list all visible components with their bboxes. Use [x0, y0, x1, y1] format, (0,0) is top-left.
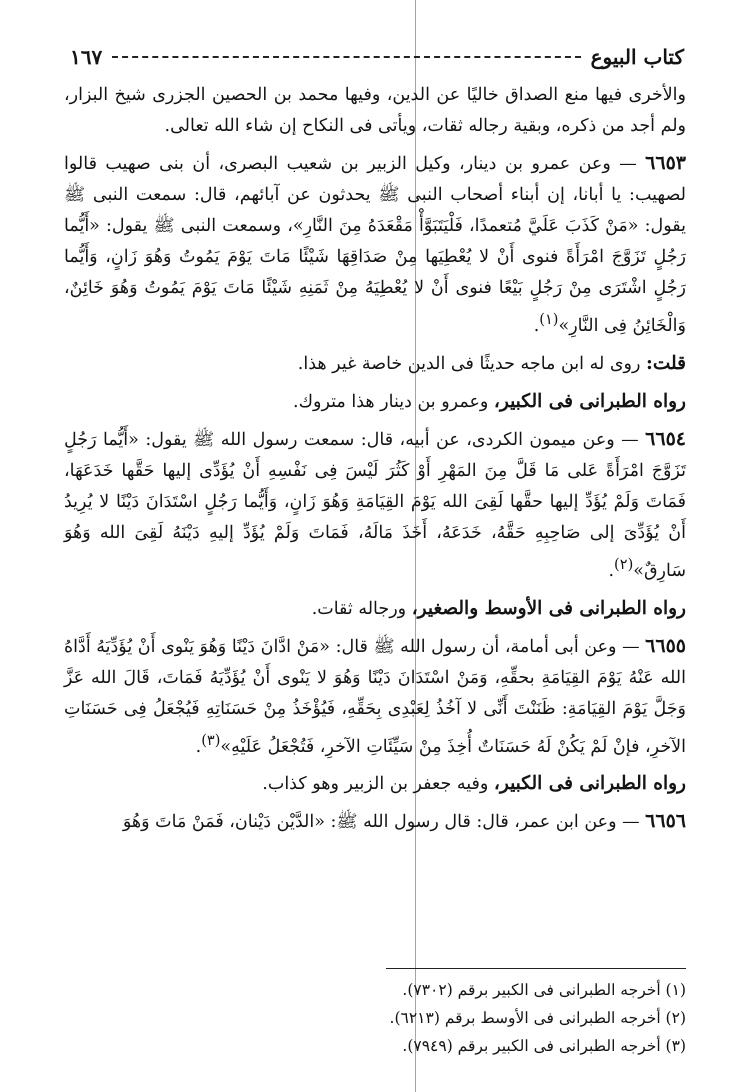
source-6653	[64, 386, 686, 418]
hadith-text: — وعن أبى أمامة، أن رسول الله ﷺ قال: «مَنْ ادَّانَ دَيْنًا وَهُوَ يَنْوى أَنْ يُؤَدِّيَهُ أَدَّاهُ الله عَنْهُ يَوْمَ القِيَامَةِ بحقِّهِ، وَمَنْ اسْتَدَانَ دَيْنًا وَهُوَ لا يَنْوى أَنْ يُؤَدِّيَهُ فَمَاتَ، قَالَ الله عَزَّ وَجَلَّ يَوْمَ القِيَامَةِ: ظَنَنْتَ أَنِّى لا آخُذُ لِعَبْدِى بِحَقِّهِ، فَيُؤْخَذُ مِنْ حَسَنَاتِهِ فَيُجْعَلُ فِى حَسَنَاتِ الآخرِ، فإنْ لَمْ يَكُنْ لَهُ حَسَنَاتٌ أُخِذَ مِنْ سَيِّئَاتِ الآخرِ، فَتُجْعَلُ عَلَيْهِ»	[64, 636, 686, 757]
hadith-6656	[64, 806, 686, 838]
page-number: ١٦٧	[70, 45, 103, 69]
footnote-ref: (١)	[539, 311, 559, 328]
qult-note	[64, 348, 686, 380]
hadith-6655: ٦٦٥٥ — وعن أبى أمامة، أن رسول الله ﷺ قال: «مَنْ ادَّانَ دَيْنًا وَهُوَ يَنْوى أَنْ يُؤَدِّيَهُ أَدَّاهُ الله عَنْهُ يَوْمَ القِيَامَةِ بحقِّهِ، وَمَنْ اسْتَدَانَ دَيْنًا وَهُوَ لا يَنْوى أَنْ يُؤَدِّيَهُ فَمَاتَ، قَالَ الله عَزَّ وَجَلَّ يَوْمَ القِيَامَةِ: ظَنَنْتَ أَنِّى لا آخُذُ لِعَبْدِى بِحَقِّهِ، فَيُؤْخَذُ مِنْ حَسَنَاتِهِ فَيُجْعَلُ فِى حَسَنَاتِ الآخرِ، فإنْ لَمْ يَكُنْ لَهُ حَسَنَاتٌ أُخِذَ مِنْ سَيِّئَاتِ الآخرِ، فَتُجْعَلُ عَلَيْهِ»$^{(٣)}$.	[64, 634, 686, 757]
source-label: رواه الطبرانى فى الأوسط والصغير،	[411, 597, 686, 619]
source-label: رواه الطبرانى فى الكبير،	[493, 773, 686, 795]
page-body	[64, 80, 686, 844]
footnote-2: (٢) أخرجه الطبرانى فى الأوسط برقم (٦٢١٣).	[389, 1009, 686, 1027]
header-title: كتاب البيوع	[590, 45, 684, 69]
footnote-1: (١) أخرجه الطبرانى فى الكبير برقم (٧٣٠٢).	[402, 981, 686, 999]
hadith-number: ٦٦٥٦	[645, 810, 686, 833]
hadith-text: — وعن عمرو بن دينار، وكيل الزبير بن شعيب البصرى، أن بنى صهيب قالوا لصهيب: يا أبانا، إن أبناء أصحاب النبى ﷺ يحدثون عن آبائهم، قال: سمعت النبى ﷺ يقول: «مَنْ كَذَبَ عَلَيَّ مُتعمدًا، فَلْيَتَبَوَّأْ مَقْعَدَهُ مِنَ النَّارِ»، وسمعت النبى ﷺ يقول: «أَيُّما رَجُلٍ تَزَوَّجَ امْرَأَةً فنوى أَنْ لا يُعْطِيَها مِنْ صَدَاقِهَا شَيْئًا مَاتَ يَوْمَ يَمُوتُ وَهُوَ زَانٍ، وَأَيُّما رَجُلٍ اشْتَرَى مِنْ رَجُلٍ بَيْعًا فنوى أَنْ لا يُعْطِيَهُ مِنْ ثَمَنِهِ شَيْئًا مَاتَ يَوْمَ يَمُوتُ وَهُوَ خَائِنٌ، وَالْخَائِنُ فِى النَّارِ»	[64, 154, 686, 336]
source-note: ورجاله ثقات.	[311, 598, 407, 619]
hadith-6653: ٦٦٥٣ — وعن عمرو بن دينار، وكيل الزبير بن شعيب البصرى، أن بنى صهيب قالوا لصهيب: يا أبانا، إن أبناء أصحاب النبى ﷺ يحدثون عن آبائهم، قال: سمعت النبى ﷺ يقول: «مَنْ كَذَبَ عَلَيَّ مُتعمدًا، فَلْيَتَبَوَّأْ مَقْعَدَهُ مِنَ النَّارِ»، وسمعت النبى ﷺ يقول: «أَيُّما رَجُلٍ تَزَوَّجَ امْرَأَةً فنوى أَنْ لا يُعْطِيَها مِنْ صَدَاقِهَا شَيْئًا مَاتَ يَوْمَ يَمُوتُ وَهُوَ زَانٍ، وَأَيُّما رَجُلٍ اشْتَرَى مِنْ رَجُلٍ بَيْعًا فنوى أَنْ لا يُعْطِيَهُ مِنْ ثَمَنِهِ شَيْئًا مَاتَ يَوْمَ يَمُوتُ وَهُوَ خَائِنٌ، وَالْخَائِنُ فِى النَّارِ»$^{(١)}$.	[64, 152, 686, 336]
source-note: وفيه جعفر بن الزبير وهو كذاب.	[262, 774, 489, 795]
qult-label: قلت:	[646, 352, 686, 374]
footnotes	[64, 976, 686, 1060]
hadith-number: ٦٦٥٥	[645, 634, 686, 657]
footnote-ref: (٢)	[614, 555, 634, 573]
hadith-6654: ٦٦٥٤ — وعن ميمون الكردى، عن أبيه، قال: سمعت رسول الله ﷺ يقول: «أَيُّما رَجُلٍ تَزَوَّجَ امْرَأَةً عَلى مَا قَلَّ مِنَ المَهْرِ أَوْ كَثُرَ لَيْسَ فِى نَفْسِهِ أَنْ يُؤَدِّى إليها حَقَّها خَدَعَهَا، فَمَاتَ وَلَمْ يُؤَدِّ إليها حقَّها لَقِىَ الله يَوْمَ القِيَامَةِ وَهُوَ زَانٍ، وَأَيُّما رَجُلٍ اسْتَدَانَ دَيْنًا لا يُرِيدُ أَنْ يُؤَدِّىَ إلى صَاحِبِهِ حَقَّهُ، خَدَعَهُ، أَخَذَ مَالَهُ، فَمَاتَ وَلَمْ يُؤَدِّ إليهِ دَيْنَهُ لَقِىَ الله وَهُوَ سَارِقٌ»$^{(٢)}$.	[64, 427, 686, 581]
hadith-number: ٦٦٥٤	[645, 427, 686, 450]
source-label: رواه الطبرانى فى الكبير،	[493, 390, 686, 412]
footnote-ref: (٣)	[201, 731, 221, 749]
hadith-text: — وعن ابن عمر، قال: قال رسول الله ﷺ: «الدَّيْن دَيْنان، فَمَنْ مَاتَ وَهُوَ	[122, 812, 640, 833]
running-header	[70, 40, 684, 74]
hadith-number: ٦٦٥٣	[645, 152, 686, 174]
continuation-paragraph: والأخرى فيها منع الصداق خاليًا عن الدين، وفيها محمد بن الحصين الجزرى شيخ البزار، ولم أجد من ذكره، وبقية رجاله ثقات، ويأتى فى النكاح إن شاء الله تعالى.	[64, 85, 686, 136]
source-note: وعمرو بن دينار هذا متروك.	[293, 391, 489, 412]
footnote-rule	[386, 968, 686, 969]
hadith-text: — وعن ميمون الكردى، عن أبيه، قال: سمعت رسول الله ﷺ يقول: «أَيُّما رَجُلٍ تَزَوَّجَ امْرَأَةً عَلى مَا قَلَّ مِنَ المَهْرِ أَوْ كَثُرَ لَيْسَ فِى نَفْسِهِ أَنْ يُؤَدِّى إليها حَقَّها خَدَعَهَا، فَمَاتَ وَلَمْ يُؤَدِّ إليها حقَّها لَقِىَ الله يَوْمَ القِيَامَةِ وَهُوَ زَانٍ، وَأَيُّما رَجُلٍ اسْتَدَانَ دَيْنًا لا يُرِيدُ أَنْ يُؤَدِّىَ إلى صَاحِبِهِ حَقَّهُ، خَدَعَهُ، أَخَذَ مَالَهُ، فَمَاتَ وَلَمْ يُؤَدِّ إليهِ دَيْنَهُ لَقِىَ الله وَهُوَ سَارِقٌ»	[64, 429, 686, 581]
footnote-3: (٣) أخرجه الطبرانى فى الكبير برقم (٧٩٤٩).	[402, 1037, 686, 1055]
source-6655	[64, 768, 686, 800]
qult-text: روى له ابن ماجه حديثًا فى الدين خاصة غير هذا.	[297, 353, 641, 374]
source-6654	[64, 593, 686, 625]
header-separator	[112, 56, 580, 58]
